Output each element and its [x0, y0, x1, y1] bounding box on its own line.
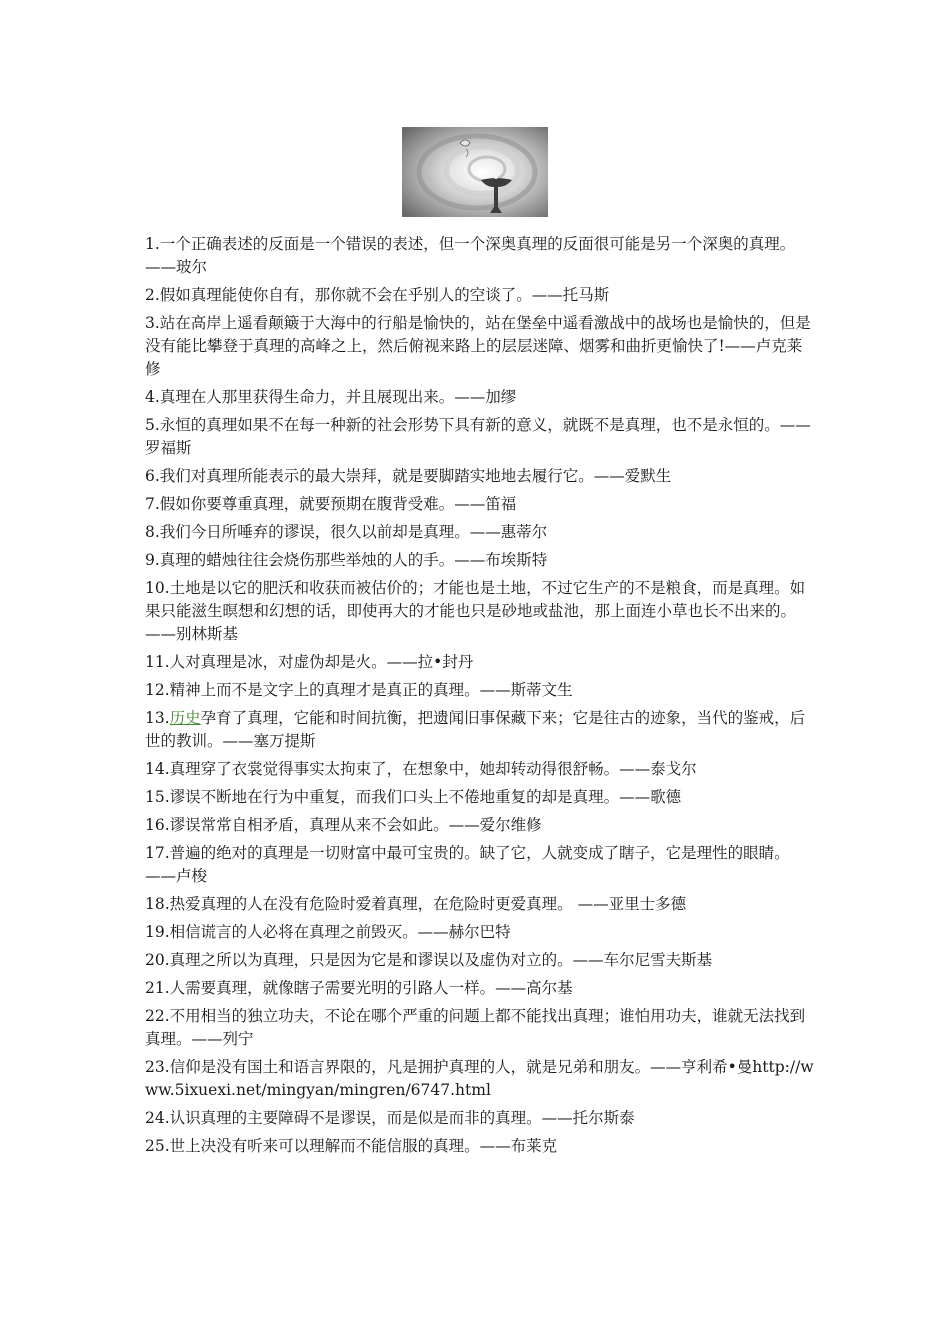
quote-text: 真理的蜡烛往往会烧伤那些举烛的人的手。——布埃斯特: [159, 551, 548, 569]
list-item: [145, 386, 815, 409]
quote-number: 16.: [145, 816, 170, 834]
list-item: [145, 679, 815, 702]
quote-text: 谬误不断地在行为中重复，而我们口头上不倦地重复的却是真理。——歌德: [169, 788, 682, 806]
quote-number: 5.: [145, 416, 160, 434]
header-illustration: [402, 127, 548, 217]
quote-number: 23.: [145, 1058, 170, 1076]
list-item: [145, 284, 815, 307]
quote-text: 热爱真理的人在没有危险时爱着真理，在危险时更爱真理。 ——亚里士多德: [169, 895, 687, 913]
list-item: [145, 977, 815, 1000]
list-item: [145, 707, 815, 753]
quote-text: 站在高岸上遥看颠簸于大海中的行船是愉快的，站在堡垒中遥看激战中的战场也是愉快的，但是没有能比攀登于真理的高峰之上，然后俯视来路上的层层迷障、烟雾和曲折更愉快了!——卢克莱修: [145, 314, 811, 378]
quote-text: 一个正确表述的反面是一个错误的表述，但一个深奥真理的反面很可能是另一个深奥的真理。——玻尔: [145, 235, 796, 276]
quote-text: 孕育了真理，它能和时间抗衡，把遗闻旧事保藏下来；它是往古的迹象，当代的鉴戒，后世的教训。——塞万提斯: [145, 709, 806, 750]
quote-text: 精神上而不是文字上的真理才是真正的真理。——斯蒂文生: [169, 681, 573, 699]
list-item: [145, 814, 815, 837]
quote-number: 22.: [145, 1007, 170, 1025]
quote-number: 19.: [145, 923, 170, 941]
list-item: [145, 414, 815, 460]
list-item: [145, 758, 815, 781]
quote-text: 假如真理能使你自有，那你就不会在乎别人的空谈了。——托马斯: [159, 286, 610, 304]
quote-number: 15.: [145, 788, 170, 806]
list-item: [145, 949, 815, 972]
quote-number: 24.: [145, 1109, 170, 1127]
list-item: [145, 1107, 815, 1130]
quote-number: 20.: [145, 951, 170, 969]
quote-number: 1.: [145, 235, 160, 253]
quote-text: 谬误常常自相矛盾，真理从来不会如此。——爱尔维修: [169, 816, 542, 834]
quote-number: 7.: [145, 495, 160, 513]
list-item: [145, 893, 815, 916]
list-item: [145, 465, 815, 488]
list-item: [145, 651, 815, 674]
quote-text: 不用相当的独立功夫，不论在哪个严重的问题上都不能找出真理；谁怕用功夫，谁就无法找到真理。——列宁: [145, 1007, 806, 1048]
quote-text: 土地是以它的肥沃和收获而被估价的；才能也是土地，不过它生产的不是粮食，而是真理。如果只能滋生暝想和幻想的话，即使再大的才能也只是砂地或盐池，那上面连小草也长不出来的。——别林斯基: [145, 579, 806, 643]
quote-number: 18.: [145, 895, 170, 913]
list-item: [145, 549, 815, 572]
quote-number: 3.: [145, 314, 160, 332]
quote-number: 4.: [145, 388, 160, 406]
list-item: [145, 493, 815, 516]
quote-text: 我们对真理所能表示的最大崇拜，就是要脚踏实地地去履行它。——爱默生: [159, 467, 672, 485]
list-item: [145, 521, 815, 544]
quote-number: 17.: [145, 844, 170, 862]
quote-text: 真理之所以为真理，只是因为它是和谬误以及虚伪对立的。——车尔尼雪夫斯基: [169, 951, 713, 969]
quote-text: 世上决没有听来可以理解而不能信服的真理。——布莱克: [169, 1137, 558, 1155]
quote-list: [145, 233, 815, 1163]
quote-number: 21.: [145, 979, 170, 997]
list-item: [145, 312, 815, 381]
quote-number: 13.: [145, 709, 170, 727]
quote-text: 人需要真理，就像瞎子需要光明的引路人一样。——高尔基: [169, 979, 573, 997]
list-item: [145, 233, 815, 279]
list-item: [145, 842, 815, 888]
list-item: [145, 1005, 815, 1051]
quote-text: 认识真理的主要障碍不是谬误，而是似是而非的真理。——托尔斯泰: [169, 1109, 635, 1127]
quote-text: 普遍的绝对的真理是一切财富中最可宝贵的。缺了它，人就变成了瞎子，它是理性的眼睛。——卢梭: [145, 844, 790, 885]
list-item: [145, 1056, 815, 1102]
quote-number: 11.: [145, 653, 170, 671]
quote-number: 25.: [145, 1137, 170, 1155]
quote-number: 9.: [145, 551, 160, 569]
list-item: [145, 1135, 815, 1158]
list-item: [145, 577, 815, 646]
quote-text: 真理穿了衣裳觉得事实太拘束了，在想象中，她却转动得很舒畅。——泰戈尔: [169, 760, 697, 778]
quote-number: 10.: [145, 579, 170, 597]
list-item: [145, 786, 815, 809]
list-item: [145, 921, 815, 944]
quote-number: 2.: [145, 286, 160, 304]
history-link[interactable]: 历史: [169, 709, 201, 727]
quote-text: 假如你要尊重真理，就要预期在腹背受难。——笛福: [159, 495, 517, 513]
quote-text: 相信谎言的人必将在真理之前毁灭。——赫尔巴特: [169, 923, 511, 941]
quote-number: 14.: [145, 760, 170, 778]
quote-number: 6.: [145, 467, 160, 485]
quote-number: 8.: [145, 523, 160, 541]
quote-text: 人对真理是冰，对虚伪却是火。——拉•封丹: [169, 653, 474, 671]
quote-text: 永恒的真理如果不在每一种新的社会形势下具有新的意义，就既不是真理，也不是永恒的。——罗福斯: [145, 416, 811, 457]
quote-text: 我们今日所唾弃的谬误，很久以前却是真理。——惠蒂尔: [159, 523, 548, 541]
quote-text: 真理在人那里获得生命力，并且展现出来。——加缪: [159, 388, 517, 406]
quote-number: 12.: [145, 681, 170, 699]
quote-text: 信仰是没有国土和语言界限的，凡是拥护真理的人，就是兄弟和朋友。——亨利希•曼http://www.5ixuexi.net/mingyan/mingren/6747.html: [145, 1058, 814, 1099]
